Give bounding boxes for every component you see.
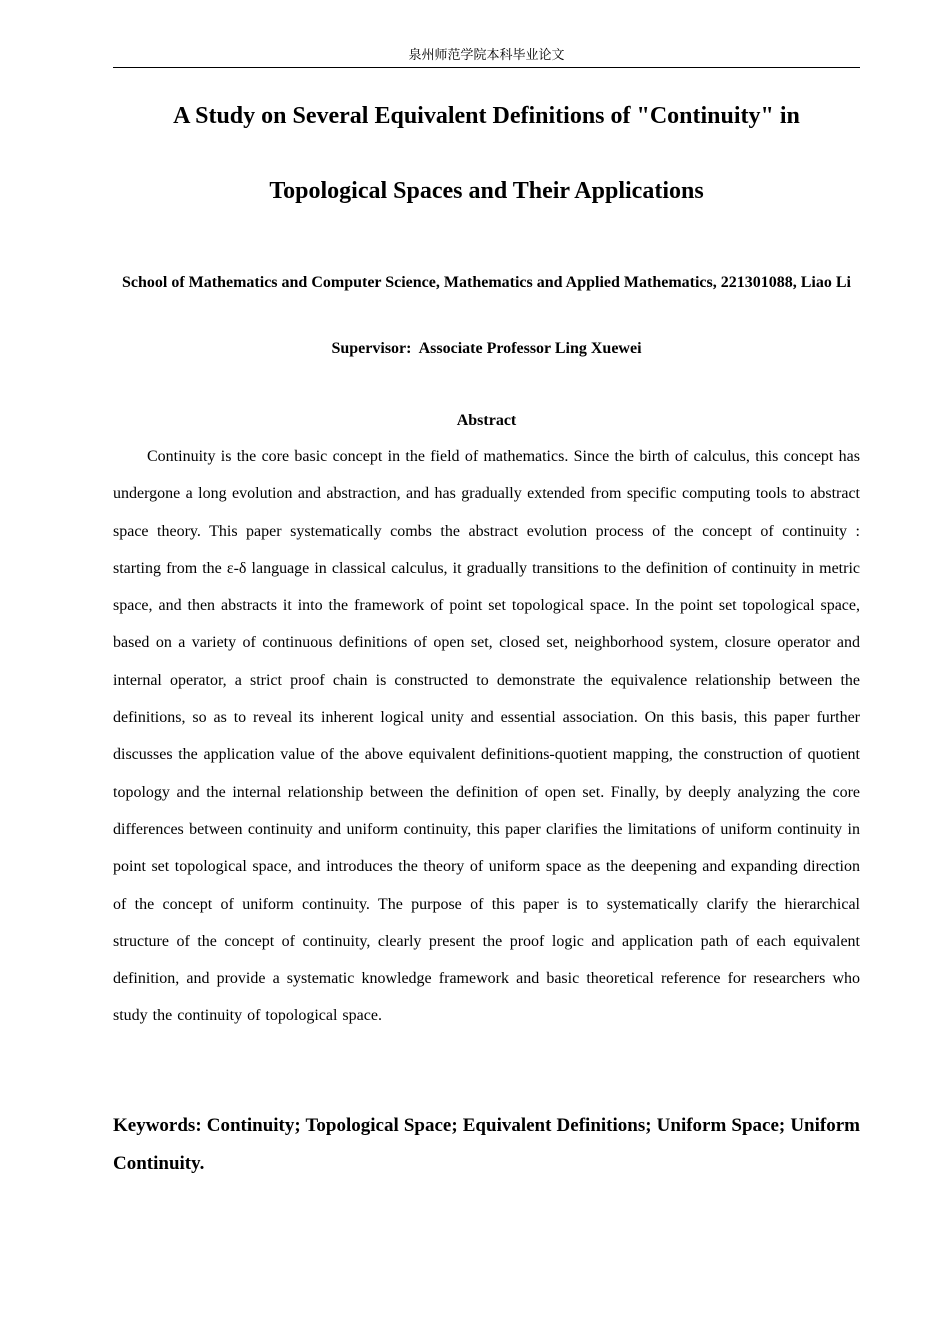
supervisor-line: Supervisor: Associate Professor Ling Xuewei [331,340,642,357]
title-line-2: Topological Spaces and Their Applications [269,178,704,204]
author-affiliation: School of Mathematics and Computer Science, Mathematics and Applied Mathematics, 221301088, Liao Li [121,274,851,291]
running-header: 泉州师范学院本科毕业论文 [408,48,565,63]
abstract-body: Continuity is the core basic concept in the field of mathematics. Since the birth of calculus, this concept has undergone a long evolution and abstraction, and has gradually extended from specific computing tools to abstract space theory. This paper systematically combs the abstract evolution process of the concept of continuity : starting from the ε-δ language in classical calculus, it gradually transitions to the definition of continuity in metric space, and then abstracts it into the framework of point set topological space. In the point set topological space, based on a variety of continuous definitions of open set, closed set, neighborhood system, closure operator and internal operator, a strict proof chain is constructed to demonstrate the equivalence relationship between the definitions, so as to reveal its inherent logical unity and essential association. On this basis, this paper further discusses the application value of the above equivalent definitions-quotient mapping, the construction of quotient topology and the internal relationship between the definition of open set. Finally, by deeply analyzing the core differences between continuity and uniform continuity, this paper clarifies the limitations of uniform continuity in point set topological space, and introduces the theory of uniform space as the deepening and expanding direction of the concept of uniform continuity. The purpose of this paper is to systematically clarify the hierarchical structure of the concept of continuity, clearly present the proof logic and application path of each equivalent definition, and provide a systematic knowledge framework and basic theoretical reference for researchers who study the continuity of topological space. [113,448,860,1025]
keywords: Keywords: Continuity; Topological Space; Equivalent Definitions; Uniform Space; Uniform Continuity. [113,1115,860,1174]
abstract-heading: Abstract [456,412,517,429]
header-rule [113,67,860,68]
title-line-1: A Study on Several Equivalent Definitions of "Continuity" in [173,103,800,129]
